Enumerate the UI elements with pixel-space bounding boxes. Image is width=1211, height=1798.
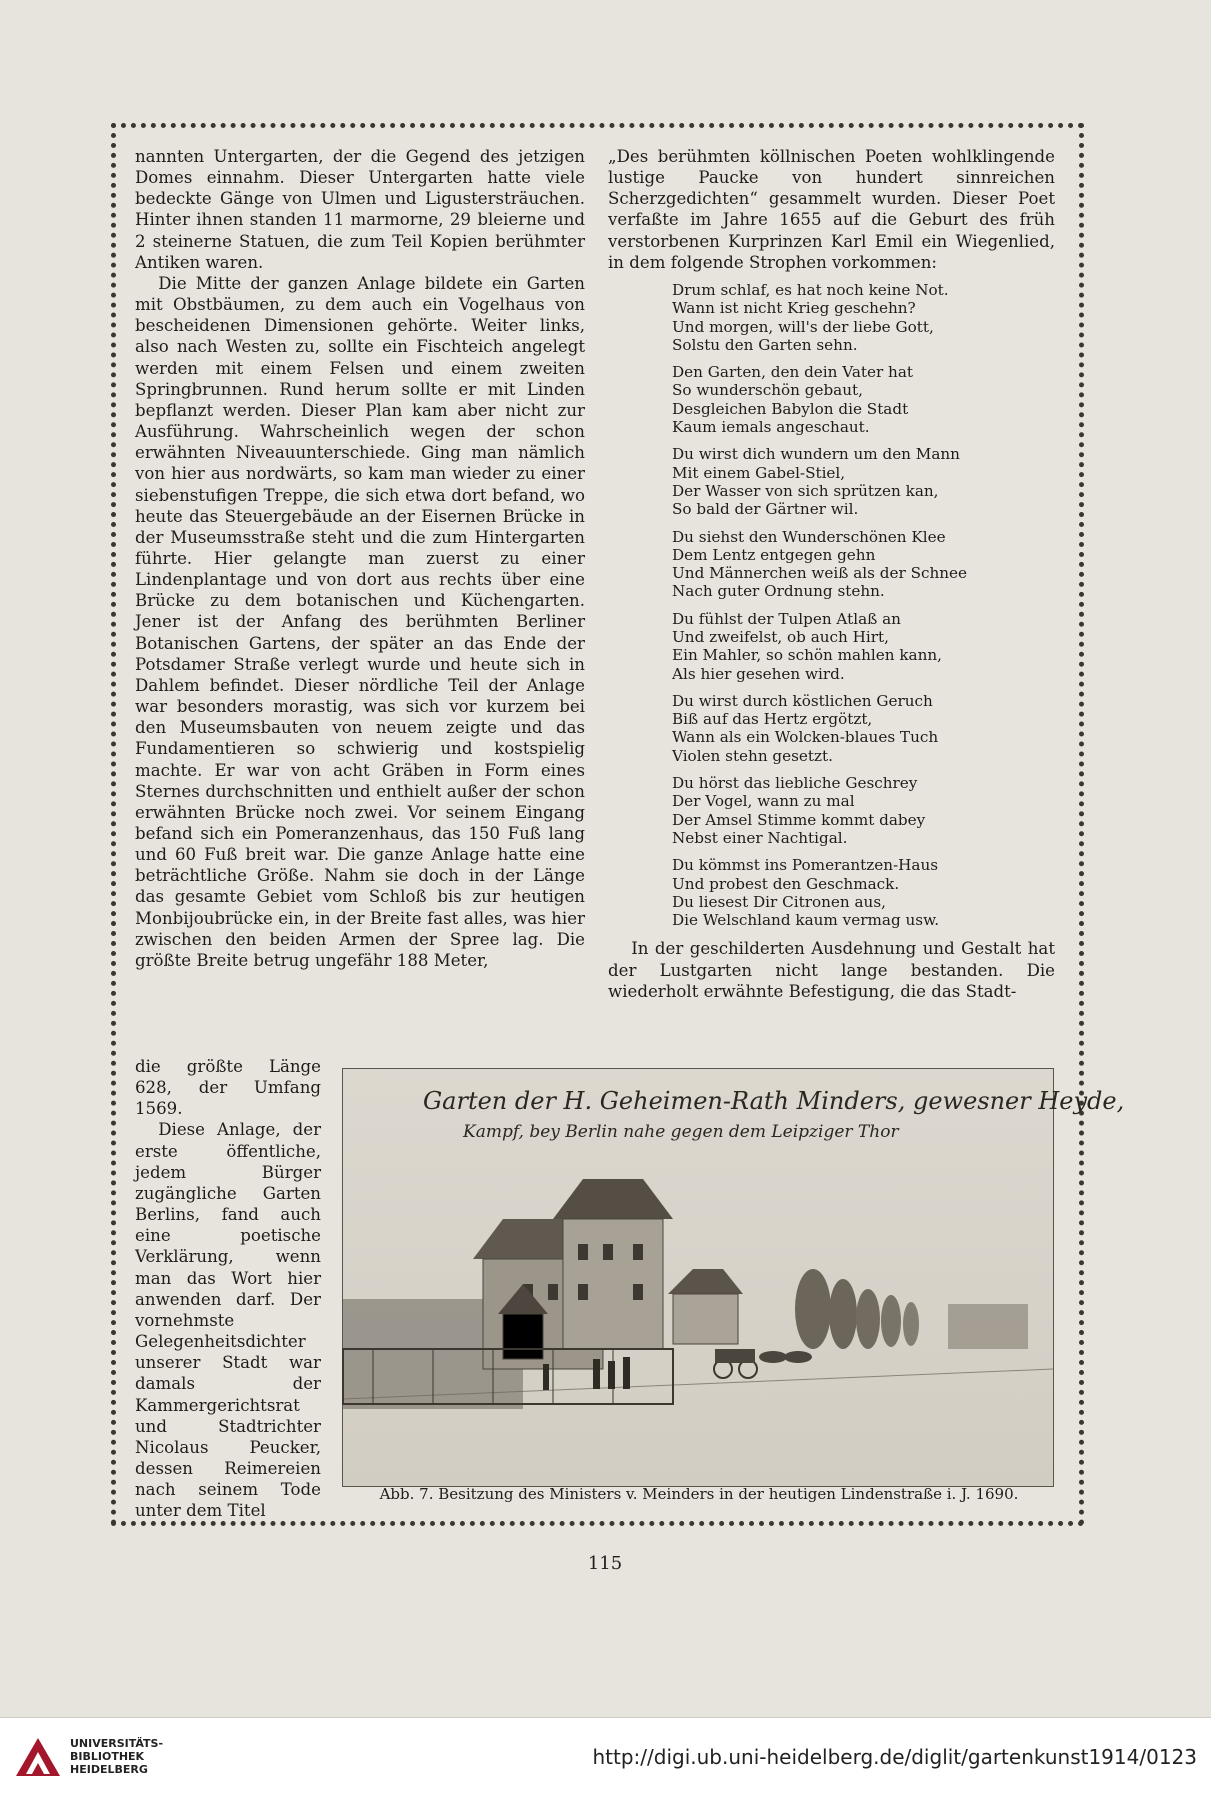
library-name — [70, 1737, 163, 1776]
poem-line: Und zweifelst, ob auch Hirt, — [672, 627, 889, 646]
poem-line: Du hörst das liebliche Geschrey — [672, 774, 918, 793]
poem-line: Wann ist nicht Krieg geschehn? — [672, 299, 916, 318]
poem-stanza — [672, 610, 1055, 683]
poem-line: Du wirst durch köstlichen Geruch — [672, 691, 933, 710]
poem-line: Biß auf das Hertz ergötzt, — [672, 710, 873, 729]
left-column-top — [135, 146, 585, 971]
paragraph: nannten Untergarten, der die Gegend des jetzigen Domes einnahm. Dieser Untergarten hatte viele bedeckte Gänge von Ulmen und Ligustersträuchen. Hinter ihnen standen 11 marmorne, 29 bleierne und 2 steinerne Statuen, die zum Teil Kopien berühmter Antiken waren. — [135, 147, 585, 272]
poem-stanza — [672, 528, 1055, 601]
paragraph: Die Mitte der ganzen Anlage bildete ein Garten mit Obstbäumen, zu dem auch ein Vogelhaus von bescheidenen Dimensionen gehörte. Weiter links, also nach Westen zu, sollte ein Fischteich angelegt werden mit einem Felsen und einem zweiten Springbrunnen. Rund herum sollte er mit Linden bepflanzt werden. Dieser Plan kam aber nicht zur Ausführung. Wahrscheinlich wegen der schon erwähnten Niveauunterschiede. Ging man nämlich von hier aus nordwärts, so kam man wieder zu einer siebenstufigen Treppe, die sich etwa dort befand, wo heute das Steuergebäude an der Eisernen Brücke in der Museumsstraße steht und die zum Hintergarten führte. Hier gelangte man zuerst zu einer Lindenplantage und von dort aus rechts über eine Brücke zu dem botanischen und Küchengarten. Jener ist der Anfang des berühmten Berliner Botanischen Gartens, der später an das Ende der Potsdamer Straße verlegt wurde und heute sich in Dahlem befindet. Dieser nördliche Teil der Anlage war besonders morastig, was sich vor kurzem bei den Museumsbauten von neuem zeigte und das Fundamentieren so schwierig und kostspielig machte. Er war von acht Gräben in Form eines Sternes durchschnitten und enthielt außer der schon erwähnten Brücke noch zwei. Vor seinem Eingang befand sich ein Pomeranzenhaus, das 150 Fuß lang und 60 Fuß breit war. Die ganze Anlage hatte eine beträchtliche Größe. Nahm sie doch in der Länge das gesamte Gebiet vom Schloß bis zur heutigen Monbijoubrücke ein, in der Breite fast alles, was hier zwischen den beiden Armen der Spree lag. Die größte Breite betrug ungefähr 188 Meter, — [135, 273, 585, 970]
poem-stanza — [672, 363, 1055, 436]
poem-line: Kaum iemals angeschaut. — [672, 418, 870, 437]
poem-line: Ein Mahler, so schön mahlen kann, — [672, 646, 942, 665]
poem-line: Du siehst den Wunderschönen Klee — [672, 527, 946, 546]
figure-caption: Abb. 7. Besitzung des Ministers v. Meinders in der heutigen Lindenstraße i. J. 1690. — [379, 1485, 1019, 1503]
poem-line: Drum schlaf, es hat noch keine Not. — [672, 280, 949, 299]
library-name-line: HEIDELBERG — [70, 1763, 148, 1776]
poem-line: Desgleichen Babylon die Stadt — [672, 399, 909, 418]
engraving-illustration — [343, 1069, 1125, 1486]
poem-stanza — [672, 445, 1055, 518]
right-column — [608, 146, 1055, 1002]
paragraph: die größte Länge 628, der Umfang 1569. — [135, 1057, 321, 1119]
poem-line: Der Vogel, wann zu mal — [672, 792, 855, 811]
poem-stanza — [672, 281, 1055, 354]
inscription-line-2: Kampf, bey Berlin nahe gegen dem Leipziger Thor — [463, 1122, 899, 1142]
engraving-figure — [342, 1068, 1125, 1487]
library-name-line: UNIVERSITÄTS- — [70, 1737, 164, 1750]
library-logo-icon — [14, 1736, 62, 1778]
left-column-bottom — [135, 1056, 321, 1521]
poem-line: Du fühlst der Tulpen Atlaß an — [672, 609, 901, 628]
poem-line: Du wirst dich wundern um den Mann — [672, 445, 960, 464]
poem-line: Nebst einer Nachtigal. — [672, 828, 848, 847]
poem — [672, 281, 1055, 930]
poem-line: Den Garten, den dein Vater hat — [672, 363, 913, 382]
paragraph: Diese Anlage, der erste öffentliche, jedem Bürger zugängliche Garten Berlins, fand auch eine poetische Verklärung, wenn man das Wort hier anwenden darf. Der vornehmste Gelegenheitsdichter unserer Stadt war damals der Kammergerichtsrat und Stadtrichter Nicolaus Peucker, dessen Reimereien nach seinem Tode unter dem Titel — [135, 1120, 321, 1521]
poem-line: Du liesest Dir Citronen aus, — [672, 892, 886, 911]
poem-line: Mit einem Gabel-Stiel, — [672, 463, 846, 482]
poem-line: Nach guter Ordnung stehn. — [672, 582, 885, 601]
poem-line: Solstu den Garten sehn. — [672, 335, 858, 354]
inscription-line-1: Garten der H. Geheimen-Rath Minders, gewesner Heyde, — [423, 1087, 1125, 1115]
poem-line: Die Welschland kaum vermag usw. — [672, 911, 940, 930]
poem-stanza — [672, 774, 1055, 847]
page-number: 115 — [587, 1553, 623, 1574]
poem-line: Und morgen, will's der liebe Gott, — [672, 317, 934, 336]
poem-line: Du kömmst ins Pomerantzen-Haus — [672, 856, 939, 875]
poem-line: Und probest den Geschmack. — [672, 874, 900, 893]
poem-line: So bald der Gärtner wil. — [672, 500, 859, 519]
poem-line: Wann als ein Wolcken-blaues Tuch — [672, 728, 939, 747]
poem-line: Und Männerchen weiß als der Schnee — [672, 564, 968, 583]
poem-stanza — [672, 856, 1055, 929]
poem-line: So wunderschön gebaut, — [672, 381, 863, 400]
poem-line: Der Wasser von sich sprützen kan, — [672, 481, 939, 500]
poem-line: Als hier gesehen wird. — [672, 664, 845, 683]
poem-line: Der Amsel Stimme kommt dabey — [672, 810, 926, 829]
poem-line: Violen stehn gesetzt. — [672, 746, 833, 765]
paragraph: In der geschilderten Ausdehnung und Gestalt hat der Lustgarten nicht lange bestanden. Die wiederholt erwähnte Befestigung, die das Stadt- — [608, 939, 1055, 1001]
paragraph: „Des berühmten köllnischen Poeten wohlklingende lustige Paucke von hundert sinnreichen Scherzgedichten“ gesammelt wurden. Dieser Poet verfaßte im Jahre 1655 auf die Geburt des früh verstorbenen Kurprinzen Karl Emil ein Wiegenlied, in dem folgende Strophen vorkommen: — [608, 147, 1055, 272]
source-url-link[interactable]: http://digi.ub.uni-heidelberg.de/diglit/gartenkunst1914/0123 — [592, 1745, 1197, 1769]
poem-line: Dem Lentz entgegen gehn — [672, 545, 876, 564]
poem-stanza — [672, 692, 1055, 765]
library-name-line: BIBLIOTHEK — [70, 1750, 145, 1763]
